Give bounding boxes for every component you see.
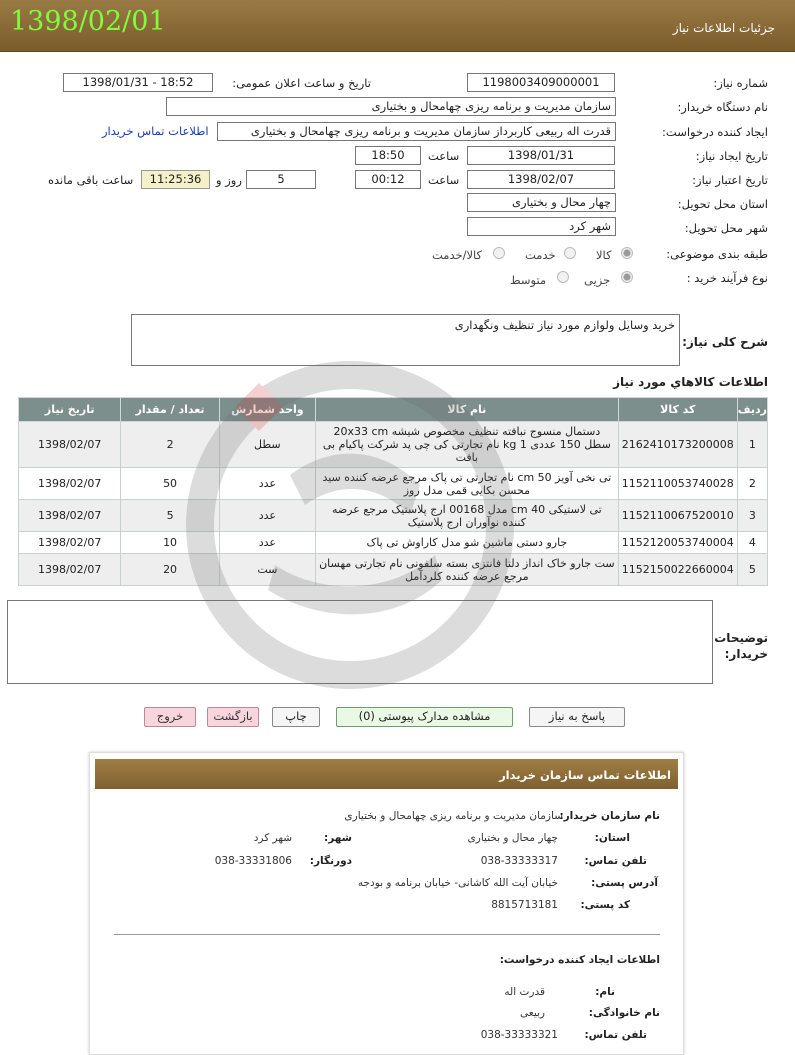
days-field: 5 bbox=[246, 170, 316, 189]
process-medium-label: متوسط bbox=[510, 273, 547, 287]
cell-row: 1 bbox=[737, 422, 767, 468]
validity-time-label: ساعت bbox=[428, 173, 460, 187]
contact-phone-value: 038-33333317 bbox=[480, 855, 558, 867]
contact-province-value: چهار محال و بختیاری bbox=[467, 832, 558, 844]
contact-divider bbox=[114, 934, 660, 935]
col-header-unit: واحد شمارش bbox=[219, 398, 315, 422]
category-service-label: خدمت bbox=[525, 248, 556, 262]
contact-postal-label: کد پستی: bbox=[580, 899, 630, 911]
table-row bbox=[19, 468, 768, 500]
created-date-label: تاریخ ایجاد نیاز: bbox=[695, 149, 768, 163]
creator-label: ایجاد کننده درخواست: bbox=[662, 125, 768, 139]
contact-org-label: نام سازمان خریدار: bbox=[559, 810, 660, 822]
contact-city-value: شهر کرد bbox=[253, 832, 292, 844]
buyer-org-label: نام دستگاه خریدار: bbox=[677, 100, 768, 114]
table-row bbox=[19, 554, 768, 586]
process-label: نوع فرآیند خرید : bbox=[686, 271, 768, 285]
cell-unit: سطل bbox=[219, 422, 315, 468]
creator-name-label: نام: bbox=[595, 986, 615, 998]
cell-qty: 20 bbox=[121, 554, 219, 586]
created-time-field: 18:50 bbox=[355, 146, 421, 165]
creator-name-value: قدرت اله bbox=[504, 986, 545, 998]
table-header-row bbox=[19, 398, 768, 422]
cell-date: 1398/02/07 bbox=[19, 468, 121, 500]
notes-field[interactable] bbox=[7, 600, 713, 684]
created-time-label: ساعت bbox=[428, 149, 460, 163]
creator-section-title: اطلاعات ایجاد کننده درخواست: bbox=[499, 954, 660, 966]
announce-label: تاریخ و ساعت اعلان عمومی: bbox=[232, 76, 371, 90]
attachments-button[interactable]: مشاهده مدارک پیوستی (0) bbox=[336, 707, 513, 727]
buyer-contact-link[interactable]: اطلاعات تماس خریدار bbox=[102, 124, 209, 138]
creator-family-value: ربیعی bbox=[520, 1007, 545, 1019]
table-row bbox=[19, 500, 768, 532]
category-both-radio[interactable] bbox=[493, 247, 505, 259]
contact-city-label: شهر: bbox=[324, 832, 352, 844]
date-badge: 1398/02/01 bbox=[10, 6, 166, 37]
cell-date: 1398/02/07 bbox=[19, 554, 121, 586]
reply-button[interactable]: پاسخ به نیاز bbox=[529, 707, 625, 727]
cell-date: 1398/02/07 bbox=[19, 422, 121, 468]
category-both-label: کالا/خدمت bbox=[432, 248, 483, 262]
cell-row: 3 bbox=[737, 500, 767, 532]
goods-table bbox=[18, 397, 768, 586]
category-goods-label: کالا bbox=[596, 248, 612, 262]
need-number-field: 1198003409000001 bbox=[467, 73, 615, 92]
process-minor-radio[interactable] bbox=[621, 271, 633, 283]
cell-unit: عدد bbox=[219, 532, 315, 554]
cell-qty: 2 bbox=[121, 422, 219, 468]
col-header-name: نام کالا bbox=[315, 398, 618, 422]
validity-date-field: 1398/02/07 bbox=[467, 170, 615, 189]
creator-family-label: نام خانوادگی: bbox=[588, 1007, 660, 1019]
back-button[interactable]: بازگشت bbox=[207, 707, 259, 727]
announce-field: 1398/01/31 - 18:52 bbox=[63, 73, 213, 92]
cell-name: دستمال منسوج نبافته تنظیف مخصوص شیشه 20x33 cm سطل 150 عددی 1 kg نام تجارتی کی چی پد شرکت پاکیام بی بافت bbox=[315, 422, 618, 468]
contact-panel-title: اطلاعات تماس سازمان خریدار bbox=[499, 768, 671, 782]
exit-button[interactable]: خروج bbox=[144, 707, 196, 727]
validity-time-field: 00:12 bbox=[355, 170, 421, 189]
cell-row: 2 bbox=[737, 468, 767, 500]
cell-code: 1152150022660004 bbox=[618, 554, 737, 586]
cell-date: 1398/02/07 bbox=[19, 500, 121, 532]
remaining-time-field: 11:25:36 bbox=[141, 170, 210, 189]
creator-field: قدرت اله ربیعی کاربرداز سازمان مدیریت و برنامه ریزی چهامحال و بختیاری bbox=[217, 122, 616, 141]
city-label: شهر محل تحویل: bbox=[684, 221, 768, 235]
col-header-qty: تعداد / مقدار bbox=[121, 398, 219, 422]
goods-section-title: اطلاعات كالاهاي مورد نياز bbox=[613, 375, 768, 389]
process-medium-radio[interactable] bbox=[557, 271, 569, 283]
cell-code: 1152110053740028 bbox=[618, 468, 737, 500]
col-header-row: ردیف bbox=[737, 398, 767, 422]
table-row bbox=[19, 532, 768, 554]
creator-phone-value: 038-33333321 bbox=[480, 1029, 558, 1041]
cell-code: 1152110067520010 bbox=[618, 500, 737, 532]
validity-label: تاریخ اعتبار نیاز: bbox=[692, 173, 768, 187]
cell-code: 2162410173200008 bbox=[618, 422, 737, 468]
cell-name: ست جارو خاک انداز دلتا فانتزی بسته سلفونی نام تجارتی مهسان مرجع عرضه کننده کلردآمل bbox=[315, 554, 618, 586]
contact-fax-value: 038-33331806 bbox=[214, 855, 292, 867]
category-label: طبقه بندی موضوعی: bbox=[666, 247, 768, 261]
description-label: شرح کلی نیاز: bbox=[682, 335, 768, 349]
contact-phone-label: تلفن تماس: bbox=[584, 855, 647, 867]
city-field: شهر کرد bbox=[467, 217, 616, 236]
cell-date: 1398/02/07 bbox=[19, 532, 121, 554]
contact-province-label: استان: bbox=[594, 832, 630, 844]
contact-address-label: آدرس پستی: bbox=[591, 877, 658, 889]
cell-unit: ست bbox=[219, 554, 315, 586]
remaining-label: ساعت باقی مانده bbox=[48, 173, 134, 187]
cell-row: 4 bbox=[737, 532, 767, 554]
province-label: استان محل تحویل: bbox=[677, 197, 768, 211]
notes-label: توضیحات خریدار: bbox=[714, 631, 768, 661]
contact-org-value: سازمان مدیریت و برنامه ریزی چهامحال و بختیاری bbox=[344, 810, 563, 822]
table-row bbox=[19, 422, 768, 468]
category-goods-radio[interactable] bbox=[621, 247, 633, 259]
cell-name: جارو دستی ماشین شو مدل کاراوش تی پاک bbox=[315, 532, 618, 554]
contact-fax-label: دورنگار: bbox=[309, 855, 352, 867]
buyer-org-field: سازمان مدیریت و برنامه ریزی چهامحال و بختیاری bbox=[166, 97, 616, 116]
description-field: خرید وسایل ولوازم مورد نیاز تنظیف ونگهداری bbox=[131, 314, 680, 366]
print-button[interactable]: چاپ bbox=[272, 707, 320, 727]
col-header-code: کد کالا bbox=[618, 398, 737, 422]
contact-address-value: خیابان آیت الله کاشانی- خیابان برنامه و بودجه bbox=[357, 877, 558, 889]
need-number-label: شماره نیاز: bbox=[713, 76, 768, 90]
created-date-field: 1398/01/31 bbox=[467, 146, 615, 165]
cell-qty: 10 bbox=[121, 532, 219, 554]
cell-qty: 50 bbox=[121, 468, 219, 500]
process-minor-label: جزیی bbox=[584, 273, 611, 287]
cell-qty: 5 bbox=[121, 500, 219, 532]
province-field: چهار محال و بختیاری bbox=[467, 193, 616, 212]
cell-code: 1152120053740004 bbox=[618, 532, 737, 554]
cell-unit: عدد bbox=[219, 500, 315, 532]
cell-row: 5 bbox=[737, 554, 767, 586]
days-label: روز و bbox=[216, 173, 242, 187]
category-service-radio[interactable] bbox=[564, 247, 576, 259]
creator-phone-label: تلفن تماس: bbox=[584, 1029, 647, 1041]
contact-postal-value: 8815713181 bbox=[491, 899, 558, 911]
col-header-date: تاریخ نیاز bbox=[19, 398, 121, 422]
cell-unit: عدد bbox=[219, 468, 315, 500]
cell-name: تی لاستیکی 40 cm مدل 00168 ارج پلاستیک مرجع عرضه کننده نوآوران ارج پلاستیک bbox=[315, 500, 618, 532]
page-title: جزئیات اطلاعات نیاز bbox=[672, 21, 775, 35]
cell-name: تی نخی آویز 50 cm نام تجارتی تی پاک مرجع عرضه کننده سید محسن بکایی قمی مدل روز bbox=[315, 468, 618, 500]
